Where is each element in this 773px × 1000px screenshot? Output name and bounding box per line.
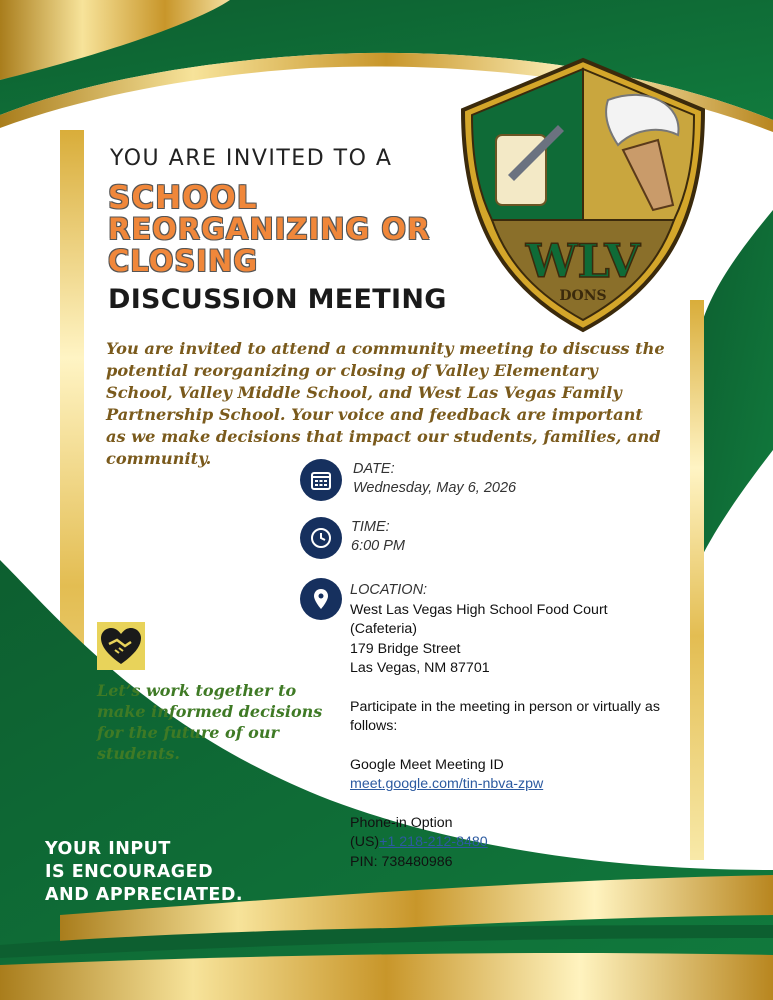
clock-icon [300, 517, 342, 559]
location-label: LOCATION: [350, 582, 428, 598]
time-label: TIME: [351, 519, 390, 535]
location-line-2: (Cafeteria) [350, 621, 418, 637]
location-line-4: Las Vegas, NM 87701 [350, 660, 490, 676]
footer-message [45, 838, 243, 907]
together-text: Let’s work together to make informed decisions for the future of our students. [97, 681, 323, 763]
date-label: DATE: [353, 461, 395, 477]
phone-label: Phone-in Option [350, 814, 453, 831]
pin-text: PIN: 738480986 [350, 853, 453, 870]
title-line-1: SCHOOL [108, 180, 258, 216]
intro-paragraph: You are invited to attend a community meeting to discuss the potential reorganizing or closing of Valley Elementary School, Valley Middle School, and West Las Vegas Family Partnership School. Your voice and feedback are important as we make decisions that impact our students, families, and community. [106, 339, 665, 468]
crest-banner: DONS [559, 288, 607, 304]
footer-line-2: IS ENCOURAGED [45, 862, 214, 882]
calendar-icon [300, 459, 342, 501]
title-line-3: CLOSING [108, 244, 259, 278]
school-crest [458, 55, 708, 335]
time-value: 6:00 PM [351, 538, 405, 554]
phone-prefix: (US) [350, 834, 380, 850]
title-line-2: REORGANIZING OR [108, 212, 431, 246]
footer-line-3: AND APPRECIATED. [45, 885, 244, 905]
meet-label: Google Meet Meeting ID [350, 756, 504, 773]
handshake-heart-icon [97, 622, 145, 670]
location-line-3: 179 Bridge Street [350, 640, 461, 657]
title-line-4: DISCUSSION MEETING [108, 284, 447, 315]
participate-text: Participate in the meeting in person or virtually as follows: [350, 698, 660, 734]
location-line-1: West Las Vegas High School Food Court [350, 601, 608, 618]
location-block [350, 581, 710, 872]
invited-heading: YOU ARE INVITED TO A [110, 146, 393, 171]
phone-link[interactable]: +1 218-212-8480 [379, 834, 488, 850]
map-pin-icon [300, 578, 342, 620]
footer-line-1: YOUR INPUT [45, 839, 171, 859]
date-value: Wednesday, May 6, 2026 [353, 480, 517, 496]
crest-letters: WLV [525, 234, 641, 288]
meet-link[interactable]: meet.google.com/tin-nbva-zpw [350, 776, 544, 792]
